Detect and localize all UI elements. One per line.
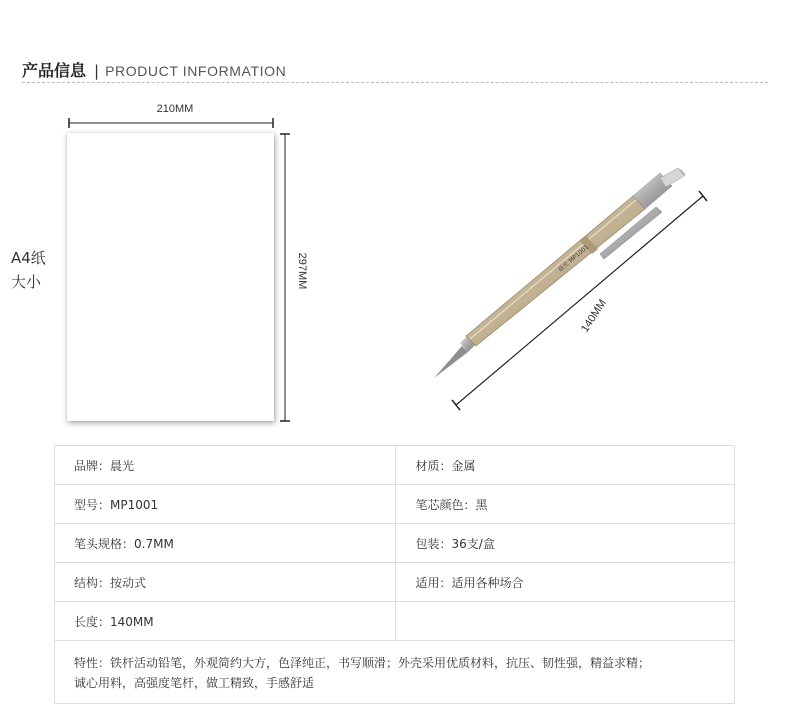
spec-length: 长度：140MM — [55, 602, 396, 641]
a4-label-line2: 大小 — [11, 273, 42, 291]
pen-length-label: 140MM — [578, 297, 610, 335]
spec-empty-cell — [395, 602, 734, 641]
spec-lead-color: 笔芯颜色：黑 — [395, 485, 734, 524]
header-title-cn: 产品信息 — [22, 61, 87, 80]
features-line1: 特性：铁杆活动铅笔，外观简约大方，色泽纯正，书写顺滑；外壳采用优质材料，抗压、韧性强，精益求精； — [74, 656, 651, 670]
spec-usage: 适用：适用各种场合 — [395, 563, 734, 602]
paper-height-label: 297MM — [296, 252, 308, 290]
spec-brand: 品牌：晨光 — [55, 446, 396, 485]
table-row — [55, 446, 735, 485]
spec-features — [55, 641, 735, 704]
paper-width-dimension — [69, 118, 273, 128]
header-title-en: PRODUCT INFORMATION — [105, 63, 287, 79]
pen-length-dimension — [452, 191, 707, 410]
pen-barrel-print: 晨光 MP1001 — [556, 243, 591, 274]
spec-model: 型号：MP1001 — [55, 485, 396, 524]
features-line2: 诚心用料，高强度笔杆，做工精致，手感舒适 — [74, 676, 315, 690]
table-row — [55, 524, 735, 563]
table-row-features — [55, 641, 735, 704]
header-separator: | — [94, 62, 100, 80]
table-row — [55, 485, 735, 524]
spec-material: 材质：金属 — [395, 446, 734, 485]
spec-tip-size: 笔头规格：0.7MM — [55, 524, 396, 563]
spec-structure: 结构：按动式 — [55, 563, 396, 602]
mechanical-pencil-image — [434, 168, 686, 378]
table-row — [55, 563, 735, 602]
paper-height-dimension — [280, 134, 290, 421]
spec-packaging: 包装：36支/盒 — [395, 524, 734, 563]
table-row — [55, 602, 735, 641]
paper-width-label: 210MM — [156, 103, 194, 115]
a4-label-line1: A4纸 — [11, 249, 46, 267]
product-spec-table — [54, 445, 735, 704]
